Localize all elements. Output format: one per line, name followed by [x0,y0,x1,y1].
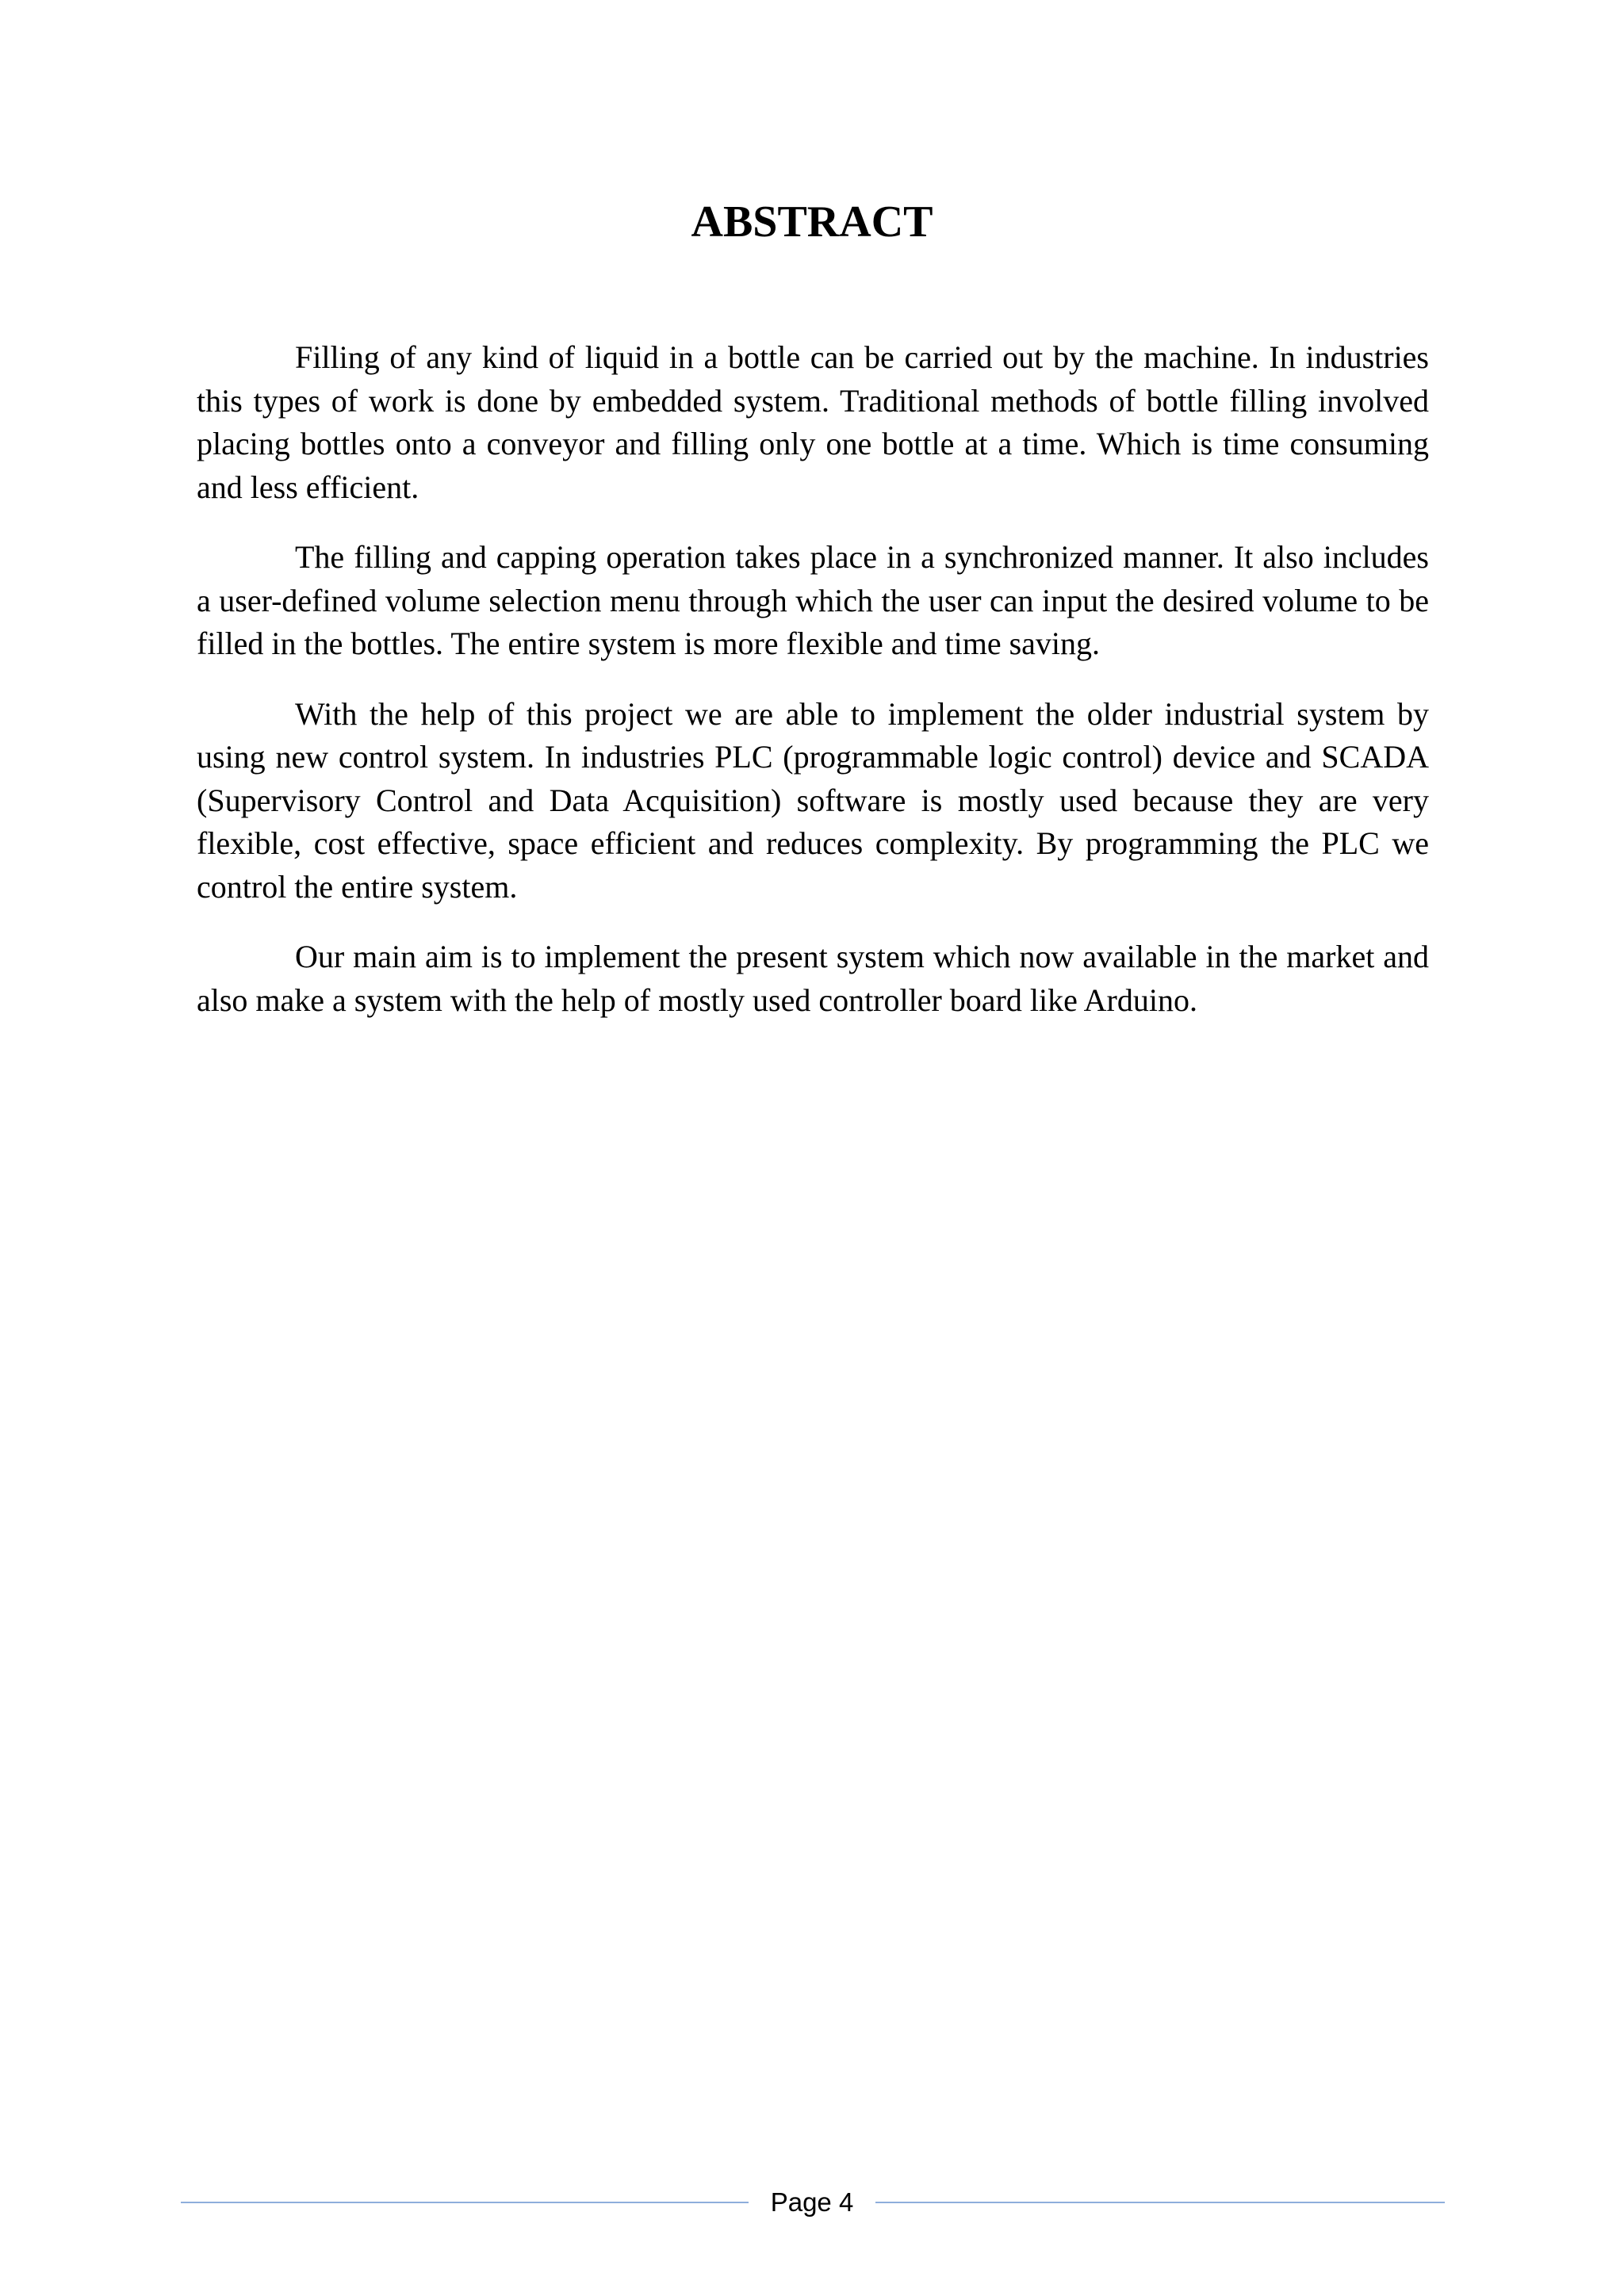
paragraph-2: The filling and capping operation takes place in a synchronized manner. It also includes a user-defined volume selection menu through which the user can input the desired volume to be filled in the bottles. The entire system is more flexible and time saving. [197,539,1429,661]
page-title: ABSTRACT [691,197,933,247]
footer-rule-right [875,2202,1445,2203]
page-number: Page 4 [770,2187,854,2217]
footer-rule-left [181,2202,749,2203]
page-footer [181,2183,1445,2223]
paragraph-1: Filling of any kind of liquid in a bottle can be carried out by the machine. In industries this types of work is done by embedded system. Traditional methods of bottle filling involved placing bottles onto a conveyor and filling only one bottle at a time. Which is time consuming and less efficient. [197,339,1429,505]
paragraph-4: Our main aim is to implement the present system which now available in the market and also make a system with the help of mostly used controller board like Arduino. [197,939,1429,1018]
paragraph-3: With the help of this project we are able to implement the older industrial system by using new control system. In industries PLC (programmable logic control) device and SCADA (Supervisory Control and Data Acquisition) software is mostly used because they are very flexible, cost effective, space efficient and reduces complexity. By programming the PLC we control the entire system. [197,695,1429,905]
abstract-body [197,336,1429,1049]
